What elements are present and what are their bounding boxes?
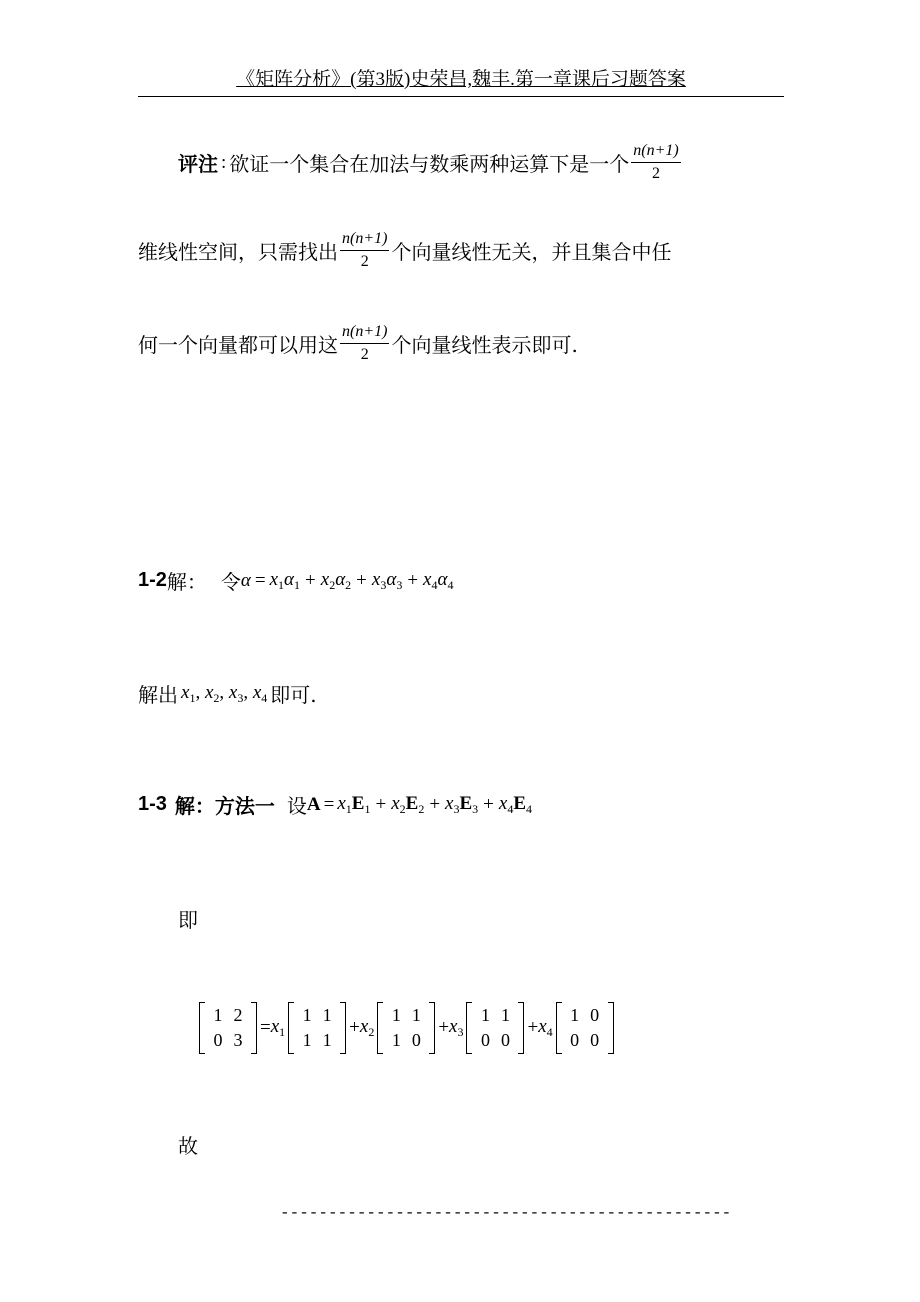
- solve-suffix: 即可.: [270, 683, 317, 707]
- problem-1-2-label: 1-2: [138, 569, 167, 591]
- matrix-E1: 1 1 1 1: [288, 1002, 346, 1054]
- plus-sign: +: [483, 793, 494, 815]
- remark-text-2: 维线性空间，只需找出: [138, 240, 338, 264]
- gu-label-line: [178, 1130, 198, 1159]
- header-rule: [138, 96, 784, 97]
- coef-x4: $x_4$: [538, 1016, 553, 1039]
- plus-sign: +: [407, 569, 419, 591]
- matrix-E4: 1 0 0 0: [556, 1002, 614, 1054]
- remark-text-5: 个向量线性表示即可.: [391, 333, 578, 357]
- matrix-A-symbol: A: [306, 793, 321, 815]
- footer-dashed-line: -----------------------------------------------: [280, 1204, 732, 1222]
- problem-1-2-line: [138, 566, 453, 595]
- remark-text-1: 欲证一个集合在加法与数乘两种运算下是一个: [229, 152, 630, 176]
- page-header-title: 《矩阵分析》(第3版)史荣昌,魏丰.第一章课后习题答案: [236, 69, 686, 90]
- term-x4-alpha4: $x_4\alpha_4$: [423, 568, 454, 592]
- fraction-numerator: n(n+1): [631, 142, 680, 163]
- problem-1-2-solve-line: [138, 679, 317, 708]
- plus-sign: +: [349, 1017, 360, 1038]
- fraction-denominator: 2: [360, 253, 369, 270]
- matrix-equation: [196, 1002, 617, 1054]
- method-one-label: 方法一: [214, 794, 275, 818]
- problem-1-3-label: 1-3: [138, 793, 167, 815]
- remark-colon: :: [221, 151, 227, 173]
- plus-sign: +: [438, 1017, 450, 1038]
- equals-sign: =: [323, 793, 335, 815]
- remark-line-2: [138, 230, 671, 271]
- variables-list: $x_1$, $x_2$, $x_3$, $x_4$: [181, 681, 268, 705]
- remark-line-3: [138, 323, 578, 364]
- coef-x3: $x_3$: [449, 1016, 464, 1039]
- problem-1-3-jie: 解：: [174, 794, 215, 818]
- fraction-n-n-plus-1-over-2: [631, 142, 680, 183]
- gu-label: 故: [178, 1134, 198, 1158]
- fraction-denominator: 2: [652, 165, 660, 182]
- problem-1-2-jie: 解：: [166, 570, 207, 594]
- plus-sign: +: [527, 1017, 539, 1038]
- equals-sign: =: [260, 1017, 271, 1038]
- matrix-E2: 1 1 1 0: [377, 1002, 435, 1054]
- term-x2-E2: $x_2E_2$: [391, 792, 425, 816]
- coef-x2: $x_2$: [359, 1016, 375, 1039]
- she-label: 设: [286, 794, 307, 818]
- term-x3-alpha3: $x_3\alpha_3$: [371, 568, 403, 592]
- plus-sign: +: [356, 569, 367, 591]
- equals-sign: =: [254, 569, 266, 591]
- term-x4-E4: $x_4E_4$: [498, 792, 533, 816]
- term-x1-alpha1: $x_1\alpha_1$: [269, 568, 301, 592]
- term-x3-E3: $x_3E_3$: [445, 792, 479, 816]
- ji-label-line: [178, 904, 198, 933]
- plus-sign: +: [429, 793, 441, 815]
- remark-text-4: 何一个向量都可以用这: [138, 333, 338, 357]
- matrix-A: 1 2 0 3: [199, 1002, 257, 1054]
- plus-sign: +: [375, 793, 387, 815]
- fraction-n-n-plus-1-over-2: [340, 230, 389, 271]
- problem-1-3-line: [138, 790, 532, 819]
- fraction-denominator: 2: [360, 346, 369, 363]
- problem-1-2-ling: 令: [220, 570, 241, 594]
- remark-text-3: 个向量线性无关，并且集合中任: [391, 240, 672, 264]
- term-x1-E1: $x_1E_1$: [337, 792, 371, 816]
- fraction-numerator: n(n+1): [340, 323, 389, 344]
- matrix-E3: 1 1 0 0: [466, 1002, 524, 1054]
- fraction-n-n-plus-1-over-2: [340, 323, 389, 364]
- solve-prefix: 解出: [138, 683, 178, 707]
- remark-line-1: [178, 142, 683, 183]
- term-x2-alpha2: $x_2\alpha_2$: [320, 568, 352, 592]
- alpha-lhs: α: [240, 569, 251, 591]
- fraction-numerator: n(n+1): [340, 230, 389, 251]
- ji-label: 即: [178, 908, 198, 932]
- plus-sign: +: [305, 569, 316, 591]
- remark-label: 评注: [178, 152, 218, 176]
- coef-x1: $x_1$: [270, 1016, 286, 1039]
